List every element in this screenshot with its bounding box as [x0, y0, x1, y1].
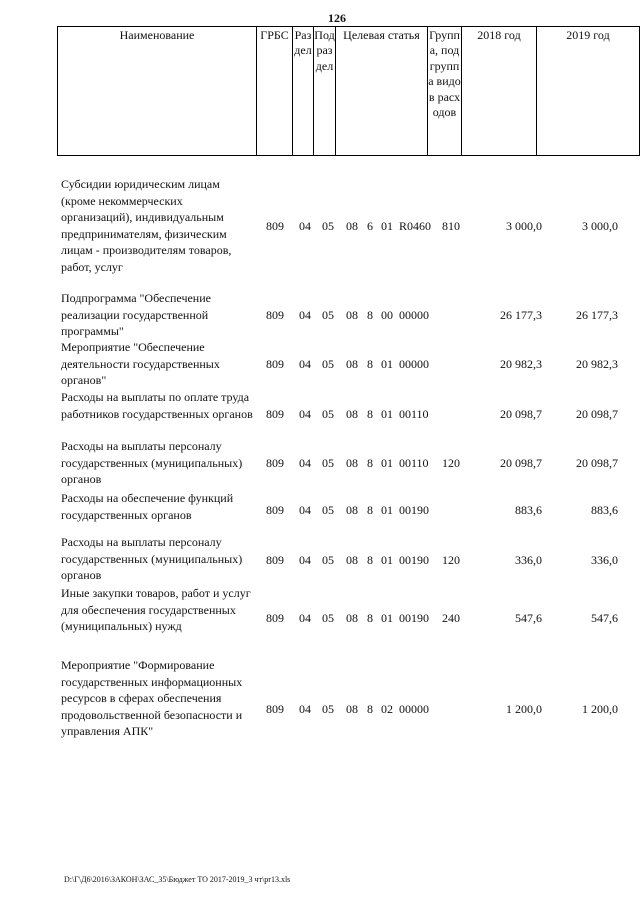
row-t1: 08: [346, 219, 358, 233]
table-row: [0, 534, 640, 586]
row-t2: 8: [367, 553, 373, 567]
row-grbs: 809: [266, 611, 284, 625]
row-t2: 6: [367, 219, 373, 233]
row-t3: 02: [381, 702, 393, 716]
row-y2018: 336,0: [515, 553, 542, 567]
row-y2019: 3 000,0: [582, 219, 618, 233]
header-2019: 2019 год: [537, 27, 640, 156]
row-vid: 240: [442, 611, 460, 625]
row-t1: 08: [346, 406, 358, 421]
row-podrazdel: 05: [322, 406, 334, 421]
row-razdel: 04: [299, 456, 311, 470]
header-grbs: ГРБС: [257, 27, 293, 156]
row-name: Иные закупки товаров, работ и услуг для обеспечения государственных (муниципальных) нужд: [61, 586, 251, 633]
row-y2019: 336,0: [591, 553, 618, 567]
row-podrazdel: 05: [322, 503, 334, 517]
row-t1: 08: [346, 702, 358, 716]
row-razdel: 04: [299, 503, 311, 517]
row-t1: 08: [346, 611, 358, 625]
row-y2019: 20 982,3: [576, 357, 618, 371]
row-y2019: 547,6: [591, 611, 618, 625]
table-row: [0, 490, 640, 530]
row-t4: R0460: [399, 219, 432, 233]
row-t2: 8: [367, 307, 373, 322]
row-razdel: 04: [299, 357, 311, 371]
table-row: [0, 438, 640, 488]
row-razdel: 04: [299, 553, 311, 567]
row-razdel: 04: [299, 219, 311, 233]
row-name: Расходы на выплаты персоналу государственных (муниципальных) органов: [61, 439, 243, 486]
row-grbs: 809: [266, 456, 284, 470]
row-t3: 01: [381, 406, 393, 421]
row-t3: 01: [381, 219, 393, 233]
row-t3: 00: [381, 307, 393, 322]
row-name: Подпрограмма "Обеспечение реализации государственной программы": [61, 291, 211, 338]
row-y2018: 1 200,0: [506, 702, 542, 716]
header-vid: Группа, подгруппа видов расходов: [428, 27, 462, 156]
row-t4: 00000: [399, 702, 429, 716]
page-number: 126: [328, 11, 346, 25]
row-razdel: 04: [299, 702, 311, 716]
row-y2018: 20 098,7: [500, 456, 542, 470]
row-podrazdel: 05: [322, 553, 334, 567]
row-t2: 8: [367, 456, 373, 470]
footer-file-path: D:\Г\Д6\2016\ЗАКОН\ЗАС_35\Бюджет ТО 2017-2019_3 чт\pr13.xls: [64, 875, 291, 884]
row-y2018: 883,6: [515, 503, 542, 517]
row-razdel: 04: [299, 307, 311, 322]
row-y2018: 20 098,7: [500, 406, 542, 421]
row-razdel: 04: [299, 611, 311, 625]
row-razdel: 04: [299, 406, 311, 421]
row-t3: 01: [381, 503, 393, 517]
row-t4: 00190: [399, 553, 429, 567]
row-t1: 08: [346, 357, 358, 371]
row-y2019: 20 098,7: [576, 406, 618, 421]
row-t1: 08: [346, 553, 358, 567]
row-vid: 810: [442, 219, 460, 233]
row-name: Субсидии юридическим лицам (кроме некоммерческих организаций), индивидуальным предпринимателям, физическим лицам - производителям товаров, работ, услуг: [61, 177, 232, 274]
table-header: [57, 26, 640, 156]
table-row: [0, 389, 640, 438]
row-y2019: 883,6: [591, 503, 618, 517]
row-podrazdel: 05: [322, 357, 334, 371]
row-grbs: 809: [266, 503, 284, 517]
table-row: [0, 339, 640, 389]
table-row: [0, 290, 640, 339]
row-t1: 08: [346, 503, 358, 517]
row-podrazdel: 05: [322, 702, 334, 716]
row-podrazdel: 05: [322, 307, 334, 322]
header-name: Наименование: [58, 27, 257, 156]
row-t4: 00190: [399, 611, 429, 625]
row-t4: 00110: [399, 406, 429, 421]
row-t2: 8: [367, 611, 373, 625]
table-row: [0, 176, 640, 276]
row-name: Расходы на выплаты по оплате труда работников государственных органов: [61, 390, 253, 421]
table-row: [0, 657, 640, 761]
row-t3: 01: [381, 357, 393, 371]
row-t3: 01: [381, 456, 393, 470]
row-t1: 08: [346, 307, 358, 322]
row-vid: 120: [442, 553, 460, 567]
header-target: Целевая статья: [336, 27, 428, 156]
header-podrazdel: Подраздел: [314, 27, 336, 156]
row-y2019: 20 098,7: [576, 456, 618, 470]
row-grbs: 809: [266, 553, 284, 567]
row-y2018: 547,6: [515, 611, 542, 625]
row-y2018: 26 177,3: [500, 307, 542, 322]
row-t2: 8: [367, 503, 373, 517]
row-y2018: 20 982,3: [500, 357, 542, 371]
row-vid: 120: [442, 456, 460, 470]
row-t4: 00000: [399, 357, 429, 371]
row-t2: 8: [367, 357, 373, 371]
row-t4: 00190: [399, 503, 429, 517]
row-t4: 00000: [399, 307, 429, 322]
row-grbs: 809: [266, 406, 284, 421]
row-name: Расходы на обеспечение функций государственных органов: [61, 491, 234, 522]
row-grbs: 809: [266, 307, 284, 322]
row-t2: 8: [367, 406, 373, 421]
row-podrazdel: 05: [322, 611, 334, 625]
row-grbs: 809: [266, 702, 284, 716]
table-row: [0, 585, 640, 651]
row-y2018: 3 000,0: [506, 219, 542, 233]
row-y2019: 26 177,3: [576, 307, 618, 322]
row-t4: 00110: [399, 456, 429, 470]
header-razdel: Раздел: [293, 27, 314, 156]
row-t3: 01: [381, 553, 393, 567]
row-grbs: 809: [266, 357, 284, 371]
row-name: Мероприятие "Формирование государственных информационных ресурсов в сферах обеспечения продовольственной безопасности и управления АПК": [61, 658, 243, 738]
row-t3: 01: [381, 611, 393, 625]
row-name: Мероприятие "Обеспечение деятельности государственных органов": [61, 340, 220, 387]
row-name: Расходы на выплаты персоналу государственных (муниципальных) органов: [61, 535, 243, 582]
row-t2: 8: [367, 702, 373, 716]
header-2018: 2018 год: [462, 27, 537, 156]
row-grbs: 809: [266, 219, 284, 233]
row-t1: 08: [346, 456, 358, 470]
row-y2019: 1 200,0: [582, 702, 618, 716]
row-podrazdel: 05: [322, 456, 334, 470]
row-podrazdel: 05: [322, 219, 334, 233]
